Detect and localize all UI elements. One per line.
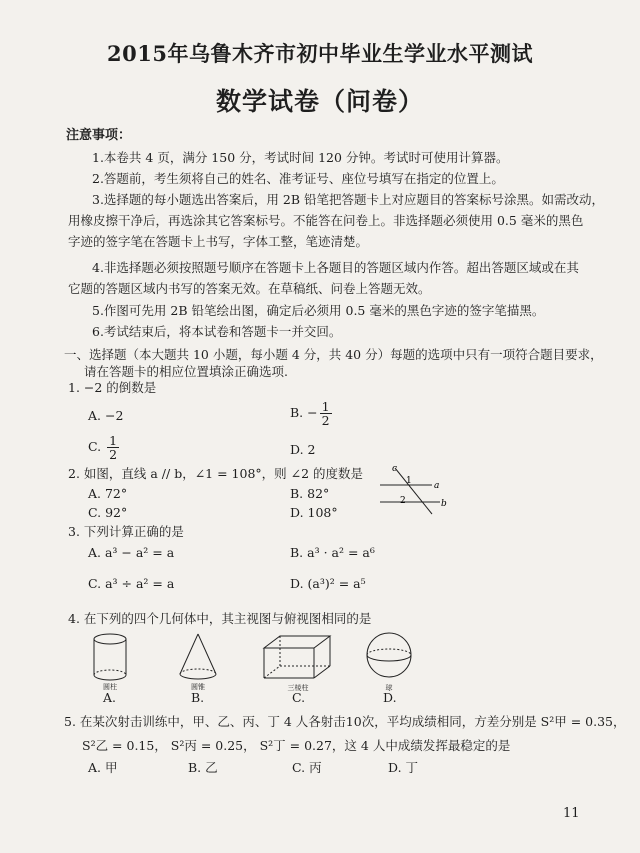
q2-option-a: A. 72°: [88, 486, 128, 501]
q3-stem: 3. 下列计算正确的是: [68, 524, 184, 539]
shape-name-d: 球: [385, 684, 393, 692]
q1-c-numerator: 1: [109, 433, 118, 448]
q1-option-b-label: B. −: [290, 405, 318, 420]
notice-line-8: 5.作图可先用 2B 铅笔绘出图，确定后必须用 0.5 毫米的黑色字迹的签字笔描黑。: [92, 303, 545, 318]
q1-b-numerator: 1: [321, 399, 330, 414]
q1-option-c-fraction: [107, 434, 119, 461]
q5-option-a: A. 甲: [88, 760, 118, 775]
section-heading-line2: 请在答题卡的相应位置填涂正确选项.: [84, 364, 288, 379]
q2-stem: 2. 如图，直线 a // b，∠1 = 108°，则 ∠2 的度数是: [68, 466, 364, 481]
notice-heading: 注意事项：: [66, 128, 132, 143]
q5-option-b: B. 乙: [188, 760, 218, 775]
q1-option-d: D. 2: [290, 442, 316, 457]
label-b: b: [441, 499, 447, 509]
parallel-lines-figure: [370, 462, 450, 517]
notice-line-1: 1.本卷共 4 页，满分 150 分，考试时间 120 分钟。考试时可使用计算器。: [92, 150, 509, 165]
exam-subtitle: 数学试卷（问卷）: [215, 87, 424, 116]
section-heading-line1: 一、选择题（本大题共 10 小题，每小题 4 分，共 40 分）每题的选项中只有一项符合题目要求，: [64, 347, 603, 362]
shape-letter-c: C.: [292, 690, 306, 705]
shape-name-b: 圆锥: [191, 683, 205, 691]
q2-option-d: D. 108°: [290, 505, 338, 520]
shape-letter-b: B.: [191, 690, 205, 705]
page-number: 11: [563, 806, 580, 821]
exam-title: 2015年乌鲁木齐市初中毕业生学业水平测试: [107, 41, 533, 66]
sphere-icon: [364, 630, 414, 682]
q1-c-denominator: 2: [109, 447, 118, 462]
q3-option-d: D. (a³)² = a⁵: [290, 576, 366, 591]
q1-stem: 1. −2 的倒数是: [68, 380, 157, 395]
q1-option-c-label: C.: [88, 439, 102, 454]
shape-name-a: 圆柱: [103, 683, 117, 691]
q3-option-c: C. a³ ÷ a² = a: [88, 576, 175, 591]
notice-line-5: 字迹的签字笔在答题卡上书写，字体工整，笔迹清楚。: [68, 234, 369, 249]
notice-line-4: 用橡皮擦干净后，再选涂其它答案标号。不能答在问卷上。非选择题必须使用 0.5 毫米的黑色: [68, 213, 584, 228]
line-c: [395, 468, 432, 514]
label-2: 2: [400, 496, 406, 506]
shape-letter-d: D.: [383, 690, 397, 705]
q3-option-b: B. a³ · a² = a⁶: [290, 545, 375, 560]
shape-name-c: 三棱柱: [287, 684, 309, 692]
shape-letter-a: A.: [103, 690, 117, 705]
q2-option-b: B. 82°: [290, 486, 330, 501]
q3-option-a: A. a³ − a² = a: [88, 545, 175, 560]
q5-stem-line2: S²乙 = 0.15， S²丙 = 0.25， S²丁 = 0.27，这 4 人中成绩发挥最稳定的是: [82, 738, 511, 753]
q4-stem: 4. 在下列的四个几何体中，其主视图与俯视图相同的是: [68, 611, 372, 626]
q5-stem: 5. 在某次射击训练中，甲、乙、丙、丁 4 人各射击10次，平均成绩相同，方差分别是 S²甲 = 0.35，: [64, 714, 626, 729]
q1-option-b: [290, 400, 332, 427]
q1-option-c: [88, 434, 119, 461]
notice-line-3: 3.选择题的每小题选出答案后，用 2B 铅笔把答题卡上对应题目的答案标号涂黑。如需改动，: [92, 192, 605, 207]
cone-icon: [176, 632, 220, 682]
q1-option-b-fraction: [320, 400, 332, 427]
cylinder-icon: [90, 632, 130, 682]
notice-line-7: 它题的答题区域内书写的答案无效。在草稿纸、问卷上答题无效。: [68, 281, 431, 296]
label-a: a: [434, 481, 440, 491]
q2-option-c: C. 92°: [88, 505, 128, 520]
notice-line-9: 6.考试结束后，将本试卷和答题卡一并交回。: [92, 324, 342, 339]
q5-option-c: C. 丙: [292, 760, 322, 775]
notice-line-6: 4.非选择题必须按照题号顺序在答题卡上各题目的答题区域内作答。超出答题区域或在其: [92, 260, 579, 275]
q1-b-denominator: 2: [321, 413, 330, 428]
q1-option-a: A. −2: [88, 408, 124, 423]
q5-option-d: D. 丁: [388, 760, 419, 775]
triangular-prism-icon: [262, 634, 332, 682]
label-c: c: [392, 464, 398, 474]
notice-line-2: 2.答题前，考生须将自己的姓名、准考证号、座位号填写在指定的位置上。: [92, 171, 504, 186]
label-1: 1: [406, 476, 412, 486]
